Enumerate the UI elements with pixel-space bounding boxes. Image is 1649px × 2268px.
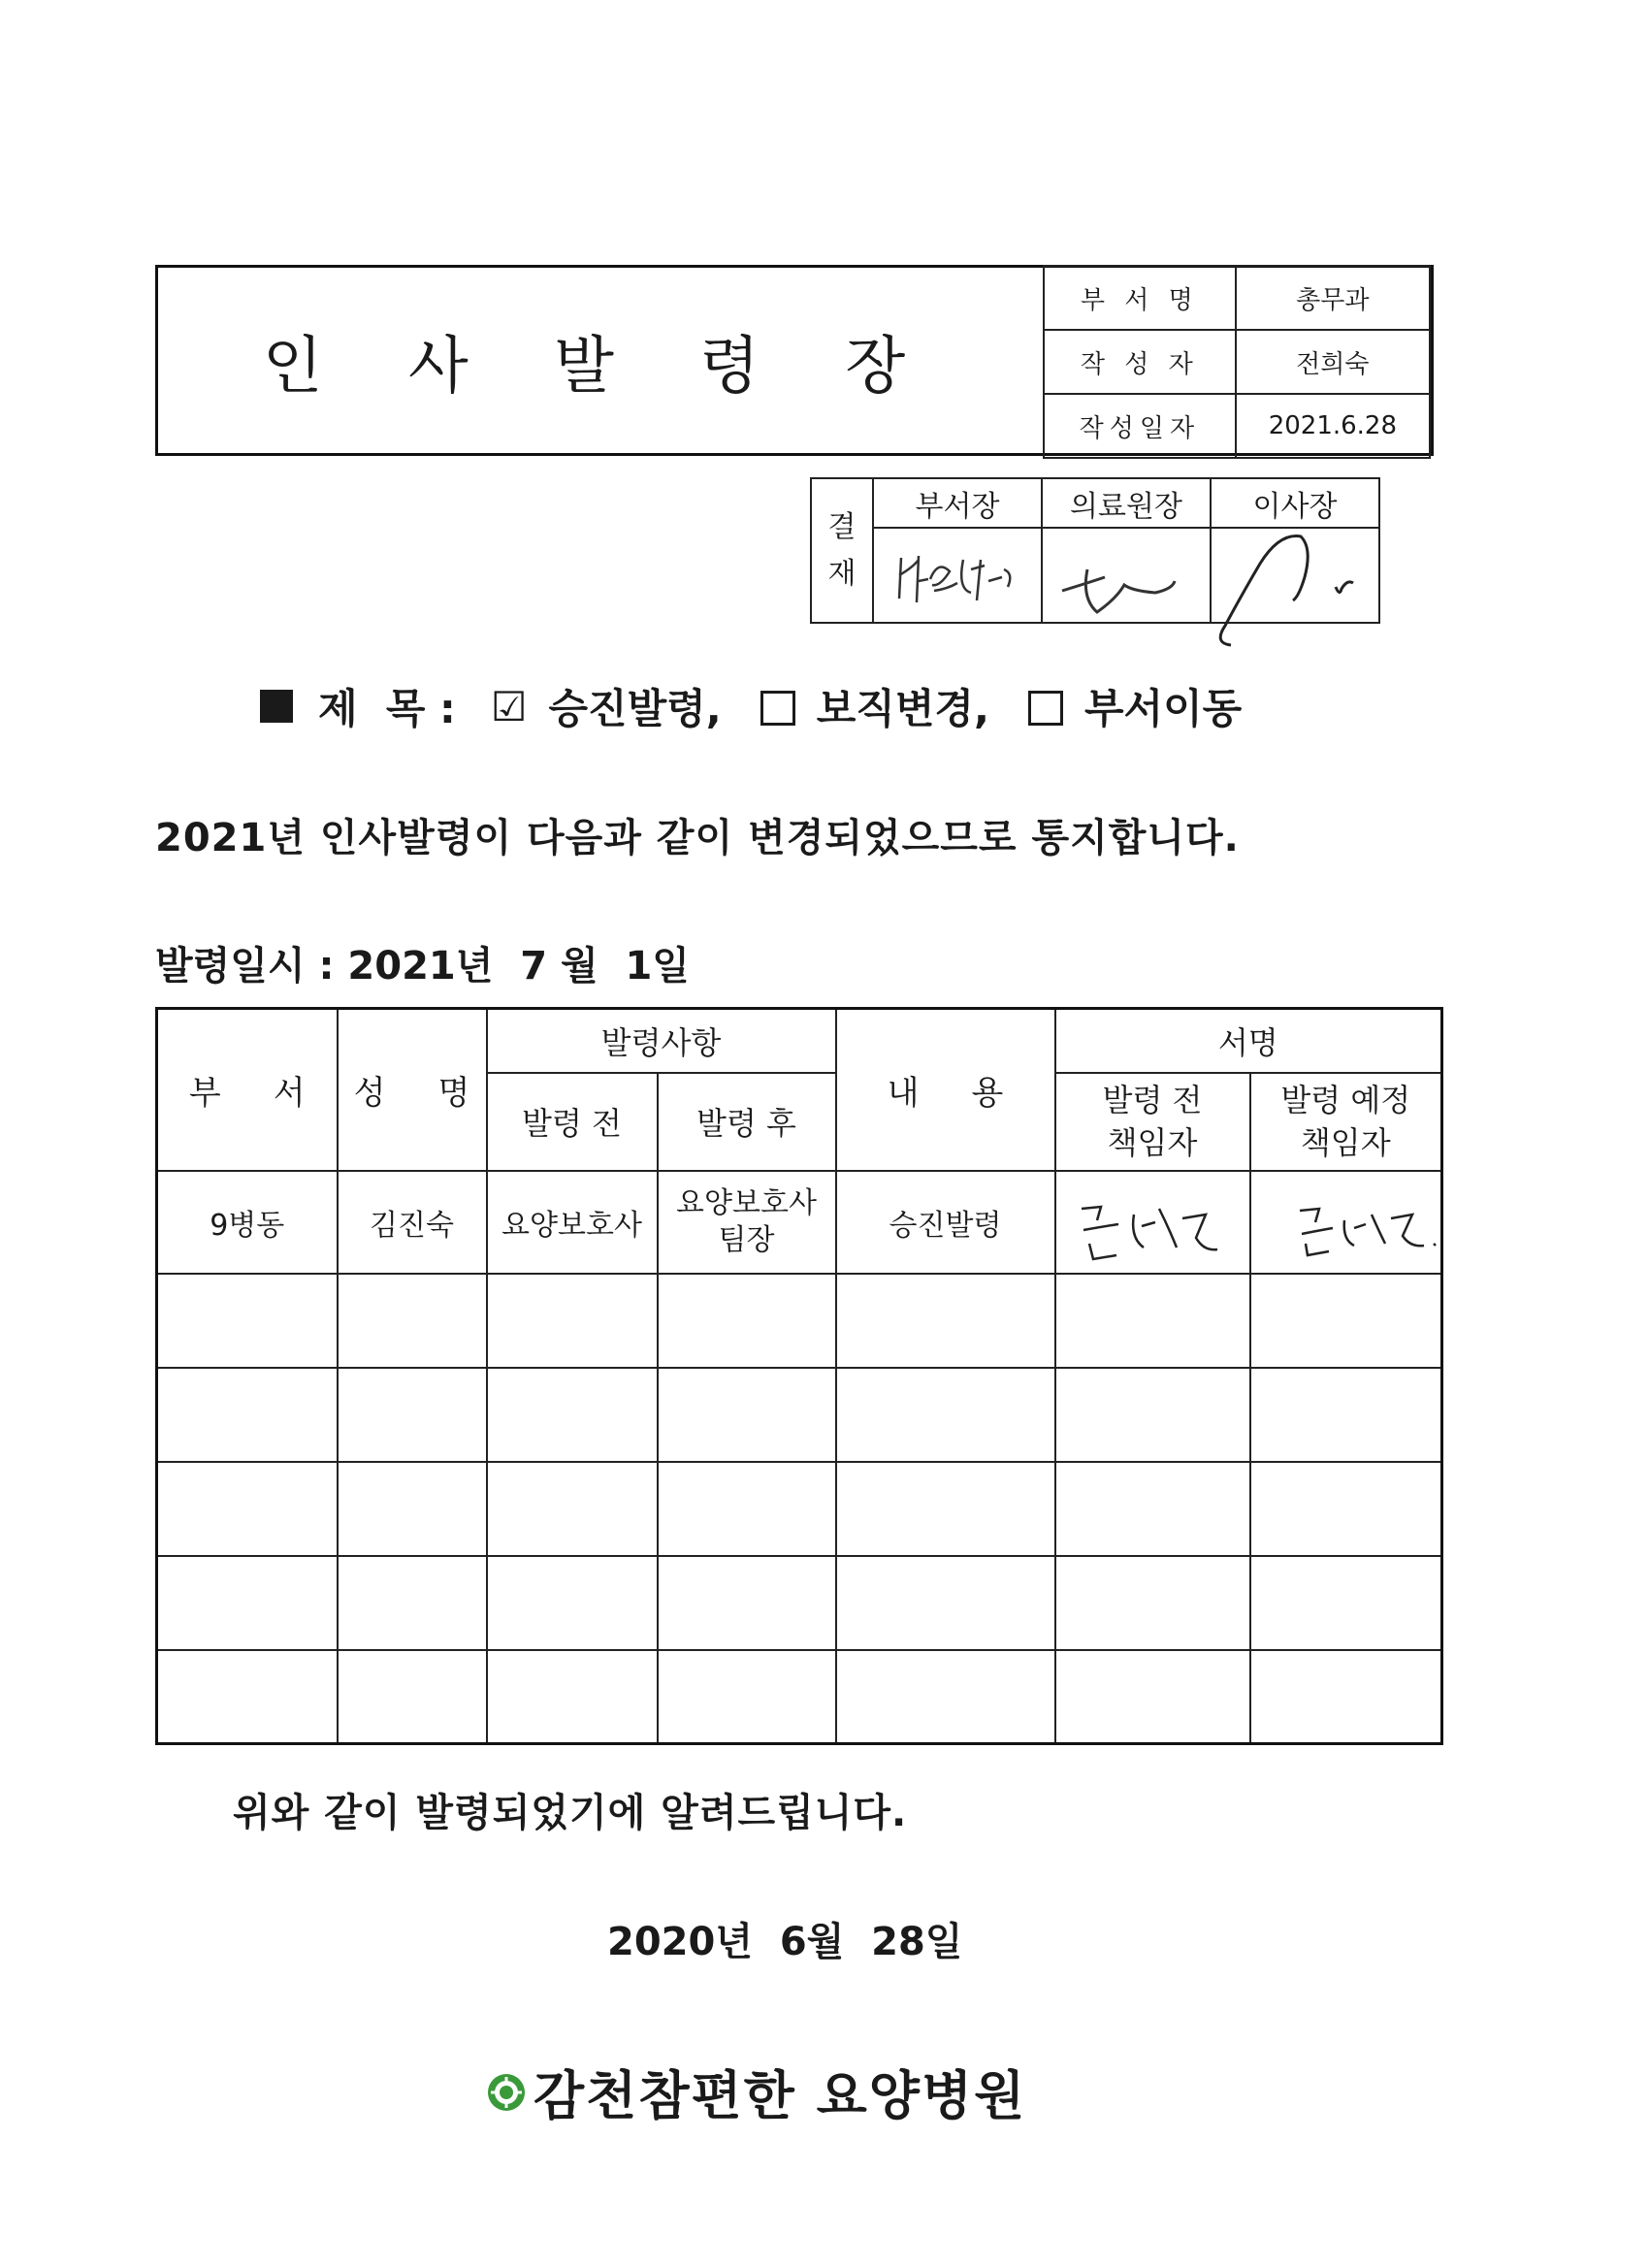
effective-date: 발령일시 : 2021년 7 월 1일	[155, 944, 690, 988]
document-date: 2020년 6월 28일	[607, 1920, 963, 1964]
cell-sign-after	[1250, 1171, 1442, 1274]
table-row	[157, 1650, 1442, 1744]
author-label: 작 성 자	[1044, 330, 1236, 394]
header-sign: 서명	[1055, 1009, 1442, 1073]
approval-side-label: 결 재	[811, 478, 873, 623]
subject-line	[260, 677, 1242, 735]
signature-after	[1271, 1180, 1484, 1267]
checked-box-icon: ☑	[490, 682, 528, 730]
organization-line	[485, 2055, 1026, 2129]
cell-dept: 9병동	[157, 1171, 338, 1274]
dept-label: 부 서 명	[1044, 266, 1236, 330]
unchecked-box-icon	[1028, 691, 1063, 726]
closing-text: 위와 같이 발령되었기에 알려드립니다.	[233, 1791, 908, 1835]
cell-sign-before	[1055, 1171, 1250, 1274]
header-box	[155, 265, 1434, 456]
notice-text: 2021년 인사발령이 다음과 같이 변경되었으므로 통지합니다.	[155, 816, 1240, 860]
table-row	[157, 1171, 1442, 1274]
header-sign-before: 발령 전 책임자	[1055, 1073, 1250, 1171]
signature-director	[1049, 531, 1204, 618]
approval-sign-dept-head	[873, 528, 1042, 623]
option-position-change-label: 보직변경,	[816, 685, 989, 732]
date-value: 2021.6.28	[1236, 394, 1430, 458]
option-dept-transfer-label: 부서이동	[1083, 685, 1243, 732]
approval-sign-director	[1042, 528, 1211, 623]
date-label: 작성일자	[1044, 394, 1236, 458]
header-after: 발령 후	[658, 1073, 836, 1171]
organization-name: 감천참편한 요양병원	[534, 2065, 1027, 2126]
hospital-logo-icon	[485, 2071, 528, 2114]
cell-after: 요양보호사 팀장	[658, 1171, 836, 1274]
bullet-square-icon	[260, 690, 293, 723]
cell-content: 승진발령	[836, 1171, 1055, 1274]
signature-chairman	[1212, 519, 1386, 655]
header-sign-after: 발령 예정 책임자	[1250, 1073, 1442, 1171]
header-order: 발령사항	[487, 1009, 836, 1073]
header-name: 성 명	[338, 1009, 487, 1171]
header-content: 내 용	[836, 1009, 1055, 1171]
option-promotion-label: 승진발령,	[548, 685, 722, 732]
personnel-table	[155, 1007, 1443, 1745]
approval-header-chairman: 이사장	[1211, 478, 1379, 528]
author-value: 전희숙	[1236, 330, 1430, 394]
table-row	[157, 1556, 1442, 1650]
approval-header-dept-head: 부서장	[873, 478, 1042, 528]
signature-dept-head	[880, 531, 1035, 618]
subject-label: 제 목 :	[318, 685, 456, 732]
cell-before: 요양보호사	[487, 1171, 658, 1274]
meta-table	[1043, 265, 1431, 459]
table-row	[157, 1274, 1442, 1368]
document-title: 인 사 발 령 장	[262, 330, 939, 403]
signature-before	[1062, 1180, 1246, 1267]
header-before: 발령 전	[487, 1073, 658, 1171]
approval-header-director: 의료원장	[1042, 478, 1211, 528]
table-row	[157, 1462, 1442, 1556]
dept-value: 총무과	[1236, 266, 1430, 330]
unchecked-box-icon	[760, 691, 795, 726]
approval-sign-chairman	[1211, 528, 1379, 623]
cell-name: 김진숙	[338, 1171, 487, 1274]
table-row	[157, 1368, 1442, 1462]
header-dept: 부 서	[157, 1009, 338, 1171]
approval-table	[810, 477, 1380, 624]
